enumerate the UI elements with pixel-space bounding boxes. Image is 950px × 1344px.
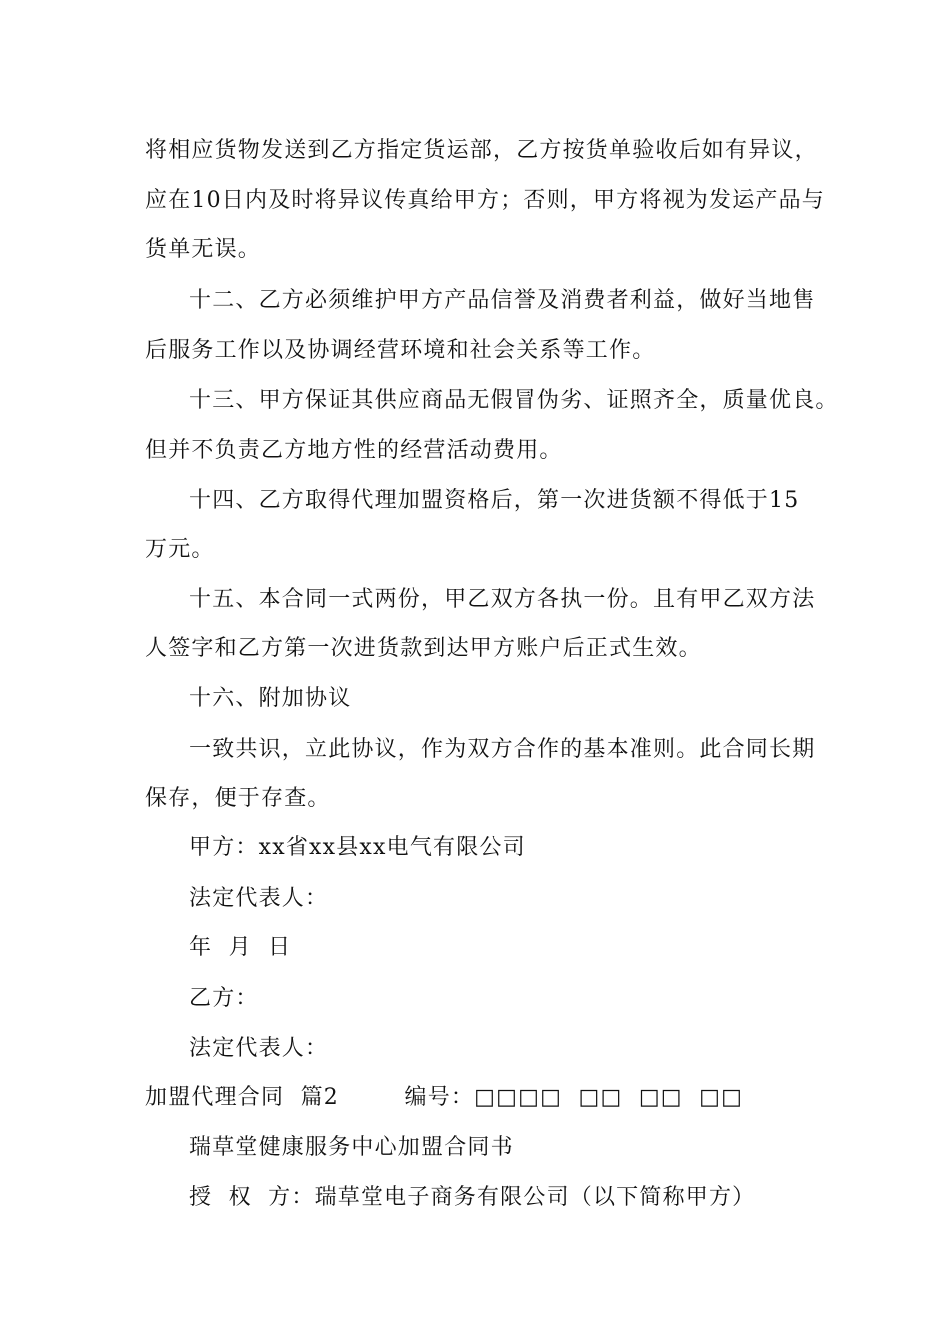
text-line: 但并不负责乙方地方性的经营活动费用。	[145, 438, 563, 463]
text-line: 十二、乙方必须维护甲方产品信誉及消费者利益，做好当地售	[189, 288, 816, 313]
text-line: 一致共识，立此协议，作为双方合作的基本准则。此合同长期	[189, 737, 816, 762]
text-line: 应在10日内及时将异议传真给甲方；否则，甲方将视为发运产品与	[145, 188, 825, 213]
text-line: 将相应货物发送到乙方指定货运部，乙方按货单验收后如有异议，	[145, 138, 818, 163]
text-line: 十四、乙方取得代理加盟资格后，第一次进货额不得低于15	[189, 488, 800, 513]
text-line: 货单无误。	[145, 237, 262, 262]
legal-representative-line: 法定代表人：	[189, 886, 329, 911]
text-line: 保存，便于存查。	[145, 786, 331, 811]
section-heading: 十六、附加协议	[189, 686, 352, 711]
grantor-line: 授 权 方：瑞草堂电子商务有限公司（以下简称甲方）	[189, 1185, 756, 1210]
legal-representative-line: 法定代表人：	[189, 1036, 329, 1061]
text-line: 十五、本合同一式两份，甲乙双方各执一份。且有甲乙双方法	[189, 587, 816, 612]
party-b-line: 乙方：	[189, 986, 259, 1011]
text-line: 万元。	[145, 537, 215, 562]
text-line: 人签字和乙方第一次进货款到达甲方账户后正式生效。	[145, 636, 702, 661]
party-a-line: 甲方：xx省xx县xx电气有限公司	[189, 835, 526, 860]
contract-heading: 加盟代理合同 篇2 编号：□□□□ □□ □□ □□	[145, 1085, 744, 1110]
date-line: 年 月 日	[189, 935, 292, 960]
contract-title: 瑞草堂健康服务中心加盟合同书	[189, 1135, 514, 1160]
text-line: 十三、甲方保证其供应商品无假冒伪劣、证照齐全，质量优良。	[189, 388, 839, 413]
text-line: 后服务工作以及协调经营环境和社会关系等工作。	[145, 338, 656, 363]
